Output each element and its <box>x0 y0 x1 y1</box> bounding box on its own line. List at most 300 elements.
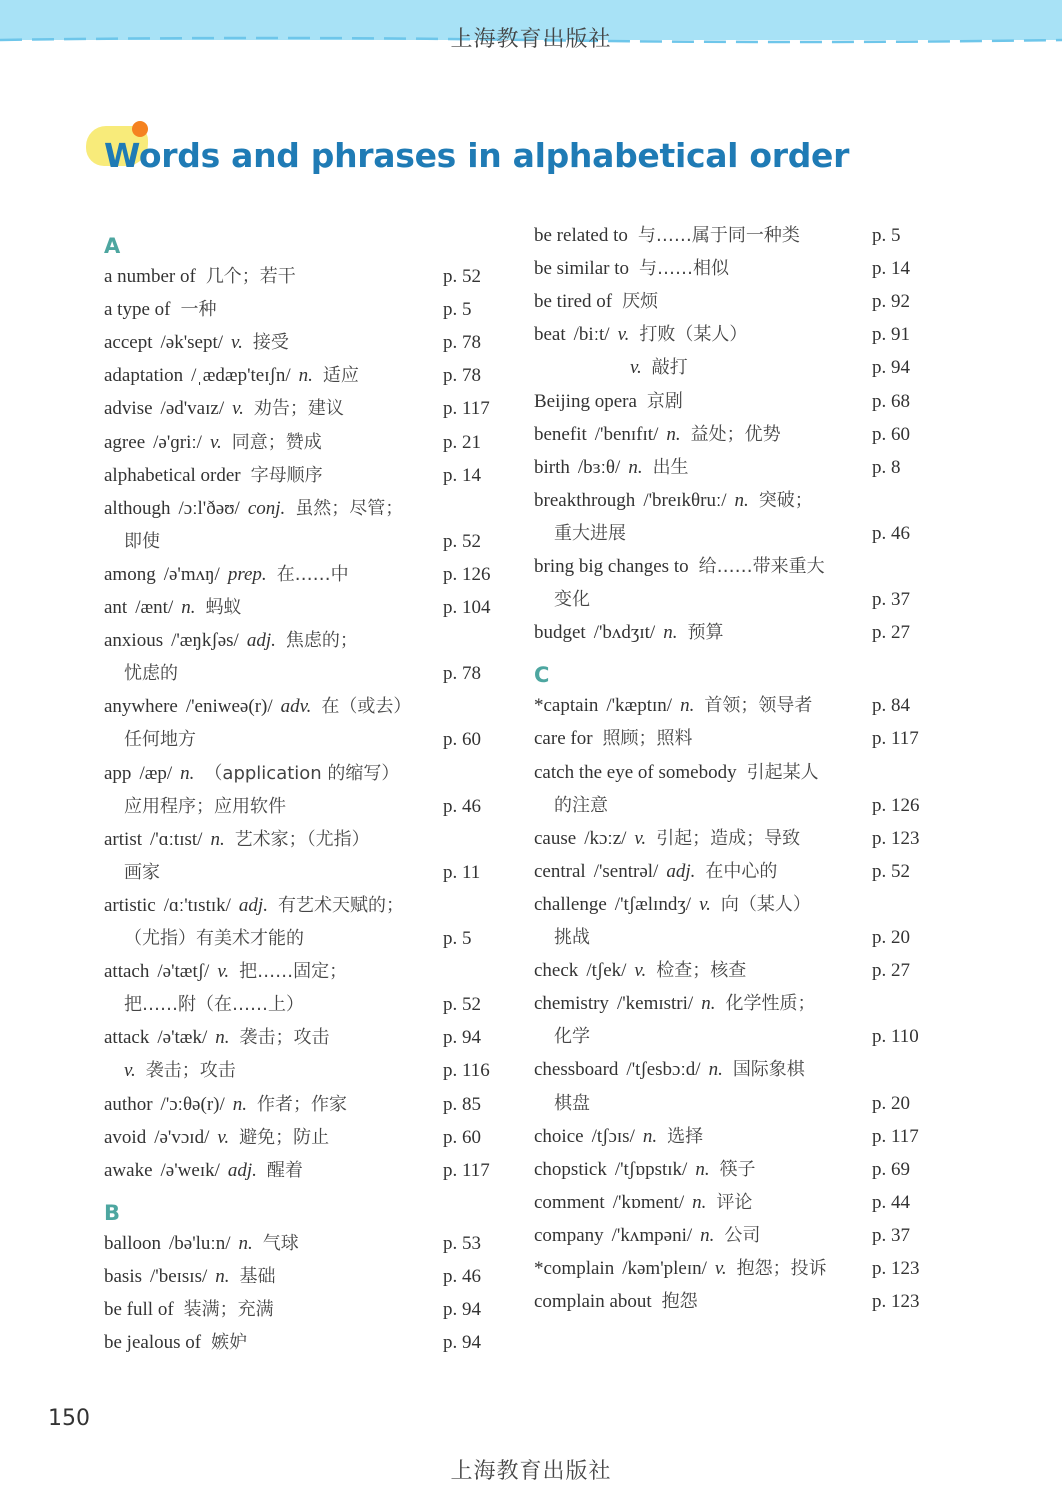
glossary-entry <box>534 1155 910 1185</box>
entry-meaning: 劝告；建议 <box>253 398 344 420</box>
entry-page-ref: p. 84 <box>872 695 910 717</box>
entry-part-of-speech: prep. <box>227 563 267 585</box>
entry-meaning: （尤指）有美术才能的 <box>124 928 304 949</box>
entry-meaning: 给……带来重大 <box>698 556 825 577</box>
entry-meaning: 厌烦 <box>622 291 659 313</box>
entry-page-ref: p. 27 <box>872 622 910 644</box>
glossary-entry <box>534 1122 919 1152</box>
glossary-entry <box>104 1295 481 1325</box>
entry-meaning: 评论 <box>716 1191 753 1213</box>
glossary-entry <box>534 824 920 854</box>
glossary-entry <box>104 891 404 921</box>
entry-part-of-speech: conj. <box>247 497 286 519</box>
entry-meaning: 重大进展 <box>554 522 626 544</box>
entry-continuation <box>554 923 910 953</box>
entry-word: accept <box>104 332 153 354</box>
entry-meaning: 基础 <box>239 1265 276 1287</box>
entry-continuation <box>124 527 481 557</box>
entry-part-of-speech: n. <box>232 1093 248 1115</box>
entry-word: Beijing opera <box>534 390 637 412</box>
entry-phonetic: /'tʃɒpstɪk/ <box>614 1158 688 1180</box>
entry-word: birth <box>534 456 570 478</box>
entry-word: chopstick <box>534 1158 607 1180</box>
entry-continuation <box>124 792 481 822</box>
entry-page-ref: p. 117 <box>443 1159 490 1181</box>
entry-meaning: 京剧 <box>646 390 683 412</box>
glossary-entry <box>534 254 910 284</box>
entry-word: care for <box>534 728 593 750</box>
entry-phonetic: /ə'mʌŋ/ <box>163 563 220 585</box>
glossary-entry <box>534 1254 920 1284</box>
glossary-entry <box>104 328 481 358</box>
entry-word: app <box>104 762 132 784</box>
entry-meaning: 打败（某人） <box>639 324 748 346</box>
entry-page-ref: p. 14 <box>872 258 910 280</box>
entry-word: ant <box>104 597 128 618</box>
entry-continuation <box>630 353 910 383</box>
glossary-entry <box>104 1123 481 1153</box>
entry-phonetic: /'ɑːtɪst/ <box>150 828 203 850</box>
entry-page-ref: p. 8 <box>872 456 901 478</box>
entry-phonetic: /'ɔːθə(r)/ <box>160 1093 225 1115</box>
entry-word: anxious <box>104 630 164 652</box>
glossary-entry <box>534 1055 805 1085</box>
glossary-entry <box>104 428 481 458</box>
entry-page-ref: p. 91 <box>872 324 910 346</box>
entry-meaning: 的注意 <box>554 794 608 816</box>
entry-phonetic: /kɔːz/ <box>584 827 627 849</box>
entry-page-ref: p. 60 <box>872 423 910 445</box>
entry-meaning: 益处；优势 <box>690 423 781 445</box>
entry-word: complain about <box>534 1291 652 1313</box>
entry-meaning: 把……附（在……上） <box>124 994 304 1016</box>
entry-part-of-speech: v. <box>217 961 230 983</box>
entry-phonetic: /ə'vɔɪd/ <box>154 1126 210 1148</box>
entry-part-of-speech: n. <box>692 1191 707 1213</box>
entry-page-ref: p. 69 <box>872 1158 910 1180</box>
entry-page-ref: p. 78 <box>443 332 481 354</box>
entry-page-ref: p. 94 <box>443 1332 481 1354</box>
entry-page-ref: p. 5 <box>443 928 472 949</box>
entry-word: attach <box>104 961 150 983</box>
glossary-entry <box>534 453 901 483</box>
entry-meaning: 筷子 <box>719 1158 756 1180</box>
entry-phonetic: /əd'vaɪz/ <box>160 398 225 420</box>
entry-continuation <box>124 990 481 1020</box>
glossary-entry <box>534 320 910 350</box>
entry-page-ref: p. 104 <box>443 597 491 618</box>
glossary-entry <box>534 724 919 754</box>
entry-meaning: 装满；充满 <box>183 1299 274 1320</box>
entry-word: be tired of <box>534 291 613 313</box>
entry-meaning: 照顾；照料 <box>602 728 693 750</box>
entry-word: a type of <box>104 299 171 321</box>
entry-part-of-speech: adj. <box>246 630 276 652</box>
entry-part-of-speech: v. <box>634 960 647 982</box>
publisher-footer: 上海教育出版社 <box>450 1459 612 1484</box>
entry-part-of-speech: v. <box>232 398 244 420</box>
entry-page-ref: p. 123 <box>872 1258 920 1279</box>
entry-word: cause <box>534 827 577 849</box>
entry-part-of-speech: n. <box>695 1158 710 1180</box>
glossary-entry <box>534 552 825 582</box>
glossary-entry <box>104 560 491 590</box>
entry-meaning: 挑战 <box>554 927 590 948</box>
entry-meaning: 预算 <box>687 622 724 644</box>
entry-meaning: 应用程序；应用软件 <box>124 795 286 817</box>
glossary-entry <box>534 387 910 417</box>
entry-part-of-speech: v. <box>630 357 642 379</box>
entry-word: chessboard <box>534 1059 619 1081</box>
entry-phonetic: /'kʌmpəni/ <box>611 1224 693 1246</box>
entry-meaning: 公司 <box>724 1224 761 1246</box>
entry-phonetic: /ɔːl'ðəʊ/ <box>178 497 240 519</box>
page-title: Words and phrases in alphabetical order <box>104 136 850 175</box>
glossary-entry <box>534 1287 920 1317</box>
entry-continuation <box>124 858 481 888</box>
entry-word: be related to <box>534 225 628 246</box>
entry-page-ref: p. 11 <box>443 861 481 883</box>
entry-part-of-speech: n. <box>708 1059 723 1081</box>
entry-word: catch the eye of somebody <box>534 761 737 783</box>
glossary-entry <box>104 295 472 325</box>
entry-part-of-speech: n. <box>642 1125 658 1147</box>
entry-page-ref: p. 5 <box>443 299 472 321</box>
entry-page-ref: p. 110 <box>872 1026 919 1048</box>
entry-meaning: 在……中 <box>276 563 349 585</box>
entry-meaning: 向（某人） <box>720 893 811 915</box>
entry-page-ref: p. 94 <box>443 1027 481 1049</box>
entry-meaning: 虽然；尽管； <box>295 497 404 519</box>
entry-word: be full of <box>104 1299 174 1320</box>
entry-meaning: 焦虑的； <box>285 630 358 652</box>
entry-phonetic: /kəm'pleɪn/ <box>622 1258 707 1279</box>
page-number: 150 <box>48 1406 90 1431</box>
entry-meaning: 画家 <box>124 861 160 883</box>
entry-meaning: 适应 <box>322 365 359 387</box>
entry-part-of-speech: n. <box>666 423 681 445</box>
entry-word: a number of <box>104 266 196 287</box>
entry-part-of-speech: n. <box>701 993 716 1015</box>
glossary-entry <box>104 1156 490 1186</box>
entry-meaning: 嫉妒 <box>211 1332 248 1354</box>
section-letter: A <box>104 234 121 258</box>
entry-phonetic: /ə'tæk/ <box>157 1027 208 1049</box>
entry-part-of-speech: v. <box>217 1126 230 1148</box>
entry-meaning: 即使 <box>124 530 160 552</box>
entry-part-of-speech: n. <box>680 695 695 717</box>
entry-word: breakthrough <box>534 489 636 511</box>
entry-page-ref: p. 46 <box>443 1265 481 1287</box>
glossary-entry <box>534 857 910 887</box>
entry-page-ref: p. 20 <box>872 927 910 948</box>
entry-part-of-speech: n. <box>298 365 313 387</box>
glossary-entry <box>104 361 481 391</box>
entry-phonetic: /tʃɔɪs/ <box>591 1125 635 1147</box>
entry-part-of-speech: adj. <box>238 894 268 916</box>
entry-continuation <box>554 519 910 549</box>
entry-word: be jealous of <box>104 1332 202 1354</box>
entry-meaning: 首领；领导者 <box>704 695 813 717</box>
glossary-entry <box>104 626 358 656</box>
entry-word: awake <box>104 1159 153 1181</box>
entry-page-ref: p. 52 <box>443 266 481 287</box>
entry-meaning: 检查；核查 <box>656 960 747 982</box>
entry-meaning: 袭击；攻击 <box>239 1027 330 1049</box>
entry-meaning: （application 的缩写） <box>204 762 400 784</box>
entry-word: budget <box>534 622 586 644</box>
entry-meaning: 抱怨；投诉 <box>736 1258 827 1279</box>
entry-continuation <box>554 1022 919 1052</box>
entry-page-ref: p. 94 <box>443 1299 481 1320</box>
entry-part-of-speech: n. <box>700 1224 715 1246</box>
entry-part-of-speech: v. <box>617 324 630 346</box>
entry-page-ref: p. 46 <box>872 522 910 544</box>
entry-word: *complain <box>534 1258 615 1279</box>
glossary-entry <box>104 262 481 292</box>
entry-part-of-speech: adj. <box>227 1159 257 1181</box>
entry-page-ref: p. 60 <box>443 729 481 751</box>
entry-page-ref: p. 78 <box>443 365 481 387</box>
entry-page-ref: p. 116 <box>443 1060 490 1082</box>
glossary-entry <box>104 1262 481 1292</box>
glossary-entry <box>534 618 910 648</box>
entry-phonetic: /bɜːθ/ <box>577 456 621 478</box>
glossary-entry <box>104 759 399 789</box>
entry-phonetic: /'eniweə(r)/ <box>185 696 273 718</box>
entry-page-ref: p. 117 <box>443 398 490 420</box>
entry-continuation <box>554 1089 910 1119</box>
entry-page-ref: p. 117 <box>872 1125 919 1147</box>
entry-meaning: 同意；赞成 <box>231 431 322 453</box>
section-letter: B <box>104 1200 121 1225</box>
entry-page-ref: p. 53 <box>443 1232 481 1254</box>
entry-part-of-speech: n. <box>628 456 643 478</box>
entry-meaning: 在（或去） <box>321 696 412 718</box>
entry-phonetic: /'æŋkʃəs/ <box>171 630 239 652</box>
entry-meaning: 突破； <box>758 489 813 511</box>
entry-word: advise <box>104 398 153 420</box>
entry-phonetic: /ænt/ <box>135 597 174 618</box>
entry-meaning: 与……属于同一种类 <box>637 225 800 246</box>
entry-meaning: 几个；若干 <box>205 266 296 287</box>
glossary-entry <box>534 486 813 516</box>
entry-phonetic: /ə'ɡriː/ <box>153 431 202 453</box>
entry-page-ref: p. 126 <box>872 794 920 816</box>
glossary-entry <box>104 1328 481 1358</box>
glossary-entry <box>534 287 910 317</box>
entry-page-ref: p. 92 <box>872 291 910 313</box>
entry-word: choice <box>534 1125 584 1147</box>
entry-part-of-speech: n. <box>181 597 196 618</box>
glossary-entry <box>534 420 910 450</box>
entry-meaning: 一种 <box>180 299 217 321</box>
entry-word: although <box>104 497 171 519</box>
glossary-entry <box>104 593 491 623</box>
glossary-entry <box>104 825 370 855</box>
entry-part-of-speech: n. <box>210 828 225 850</box>
entry-page-ref: p. 78 <box>443 663 481 685</box>
entry-continuation <box>554 791 920 821</box>
entry-meaning: 变化 <box>554 589 590 611</box>
glossary-entry <box>104 461 481 491</box>
entry-page-ref: p. 20 <box>872 1092 910 1114</box>
entry-word: chemistry <box>534 993 609 1015</box>
entry-word: bring big changes to <box>534 556 689 577</box>
entry-word: company <box>534 1224 604 1246</box>
entry-word: challenge <box>534 893 607 915</box>
entry-phonetic: /'tʃesbɔːd/ <box>626 1059 701 1081</box>
entry-meaning: 字母顺序 <box>250 464 323 486</box>
entry-meaning: 抱怨 <box>661 1291 698 1313</box>
publisher-header: 上海教育出版社 <box>450 27 612 52</box>
entry-meaning: 忧虑的 <box>124 663 178 685</box>
entry-continuation <box>124 659 481 689</box>
entry-page-ref: p. 5 <box>872 225 901 246</box>
entry-word: basis <box>104 1265 142 1287</box>
entry-word: check <box>534 960 579 982</box>
entry-meaning: 醒着 <box>266 1159 303 1181</box>
entry-part-of-speech: adv. <box>280 696 312 718</box>
entry-page-ref: p. 52 <box>872 860 910 882</box>
entry-phonetic: /'kemɪstri/ <box>616 993 694 1015</box>
entry-word: balloon <box>104 1232 161 1254</box>
entry-page-ref: p. 52 <box>443 530 481 552</box>
entry-phonetic: /'breɪkθruː/ <box>643 489 727 511</box>
entry-phonetic: /bə'luːn/ <box>169 1232 231 1254</box>
entry-meaning: 与……相似 <box>638 258 729 280</box>
entry-meaning: 引起；造成；导致 <box>656 827 801 849</box>
entry-meaning: 避免；防止 <box>239 1126 330 1148</box>
entry-meaning: 敲打 <box>651 357 688 379</box>
entry-word: adaptation <box>104 365 184 387</box>
glossary-entry <box>104 692 411 722</box>
entry-word: alphabetical order <box>104 464 241 486</box>
entry-part-of-speech: v. <box>699 893 711 915</box>
entry-part-of-speech: v. <box>231 332 243 354</box>
entry-meaning: 艺术家；（尤指） <box>234 828 370 850</box>
entry-phonetic: /ə'tætʃ/ <box>157 961 210 983</box>
entry-phonetic: /ɑː'tɪstɪk/ <box>163 894 231 916</box>
glossary-entry <box>534 989 815 1019</box>
entry-word: comment <box>534 1191 605 1213</box>
entry-part-of-speech: v. <box>634 827 647 849</box>
entry-word: anywhere <box>104 696 178 718</box>
entry-page-ref: p. 14 <box>443 464 481 486</box>
entry-part-of-speech: n. <box>663 622 678 644</box>
entry-page-ref: p. 117 <box>872 728 919 750</box>
entry-meaning: 把……固定； <box>239 961 348 983</box>
entry-page-ref: p. 60 <box>443 1126 481 1148</box>
entry-page-ref: p. 27 <box>872 960 910 982</box>
section-letter: C <box>534 663 550 688</box>
glossary-entry <box>534 221 901 251</box>
entry-phonetic: /ək'sept/ <box>160 332 224 354</box>
entry-word: avoid <box>104 1126 147 1148</box>
entry-page-ref: p. 123 <box>872 1291 920 1313</box>
glossary-entry <box>104 1023 481 1053</box>
glossary-entry <box>104 394 490 424</box>
entry-page-ref: p. 126 <box>443 563 491 585</box>
entry-part-of-speech: n. <box>238 1232 253 1254</box>
glossary-entry <box>534 956 910 986</box>
entry-continuation <box>124 924 472 954</box>
entry-word: artistic <box>104 894 156 916</box>
entry-page-ref: p. 46 <box>443 795 481 817</box>
entry-meaning: 引起某人 <box>746 761 819 783</box>
entry-continuation <box>554 585 910 615</box>
entry-meaning: 化学 <box>554 1026 590 1048</box>
entry-page-ref: p. 37 <box>872 1224 910 1246</box>
entry-part-of-speech: v. <box>209 431 222 453</box>
glossary-entry <box>104 957 347 987</box>
entry-meaning: 有艺术天赋的； <box>277 894 404 916</box>
entry-page-ref: p. 123 <box>872 827 920 849</box>
entry-word: beat <box>534 324 566 346</box>
entry-phonetic: /'bʌdʒɪt/ <box>593 622 656 644</box>
entry-word: attack <box>104 1027 150 1049</box>
entry-meaning: 接受 <box>252 332 289 354</box>
entry-word: agree <box>104 431 146 453</box>
entry-meaning: 在中心的 <box>705 860 778 882</box>
entry-meaning: 出生 <box>652 456 689 478</box>
entry-page-ref: p. 37 <box>872 589 910 611</box>
glossary-entry <box>534 1221 910 1251</box>
glossary-entry <box>534 890 811 920</box>
glossary-entry <box>534 1188 910 1218</box>
entry-continuation <box>124 1056 490 1086</box>
entry-page-ref: p. 21 <box>443 431 481 453</box>
entry-part-of-speech: v. <box>124 1060 136 1082</box>
title-dot <box>132 121 148 137</box>
entry-part-of-speech: n. <box>180 762 195 784</box>
glossary-entry <box>104 1090 481 1120</box>
entry-page-ref: p. 85 <box>443 1093 481 1115</box>
entry-meaning: 棋盘 <box>554 1092 590 1114</box>
entry-phonetic: /'benɪfɪt/ <box>594 423 659 445</box>
entry-meaning: 选择 <box>667 1125 704 1147</box>
entry-page-ref: p. 44 <box>872 1191 910 1213</box>
glossary-entry <box>104 494 403 524</box>
entry-word: central <box>534 860 586 882</box>
entry-page-ref: p. 68 <box>872 390 910 412</box>
glossary-entry <box>534 758 819 788</box>
entry-part-of-speech: n. <box>215 1027 230 1049</box>
entry-page-ref: p. 52 <box>443 994 481 1016</box>
entry-phonetic: /'kɒment/ <box>612 1191 685 1213</box>
entry-part-of-speech: n. <box>734 489 749 511</box>
entry-word: artist <box>104 828 142 850</box>
entry-word: be similar to <box>534 258 629 280</box>
entry-meaning: 气球 <box>262 1232 299 1254</box>
glossary-entry <box>534 691 910 721</box>
entry-phonetic: /ˌædæp'teɪʃn/ <box>191 365 291 387</box>
entry-phonetic: /biːt/ <box>573 324 610 346</box>
entry-phonetic: /'tʃælɪndʒ/ <box>614 893 692 915</box>
entry-meaning: 袭击；攻击 <box>145 1060 236 1082</box>
entry-continuation <box>124 725 481 755</box>
entry-word: benefit <box>534 423 587 445</box>
entry-meaning: 任何地方 <box>124 729 196 751</box>
entry-phonetic: /ə'weɪk/ <box>160 1159 220 1181</box>
entry-phonetic: /'kæptɪn/ <box>606 695 673 717</box>
entry-word: *captain <box>534 695 599 717</box>
entry-part-of-speech: v. <box>714 1258 727 1279</box>
entry-page-ref: p. 94 <box>872 357 910 379</box>
entry-word: author <box>104 1093 153 1115</box>
entry-meaning: 化学性质； <box>725 993 816 1015</box>
entry-part-of-speech: adj. <box>666 860 696 882</box>
